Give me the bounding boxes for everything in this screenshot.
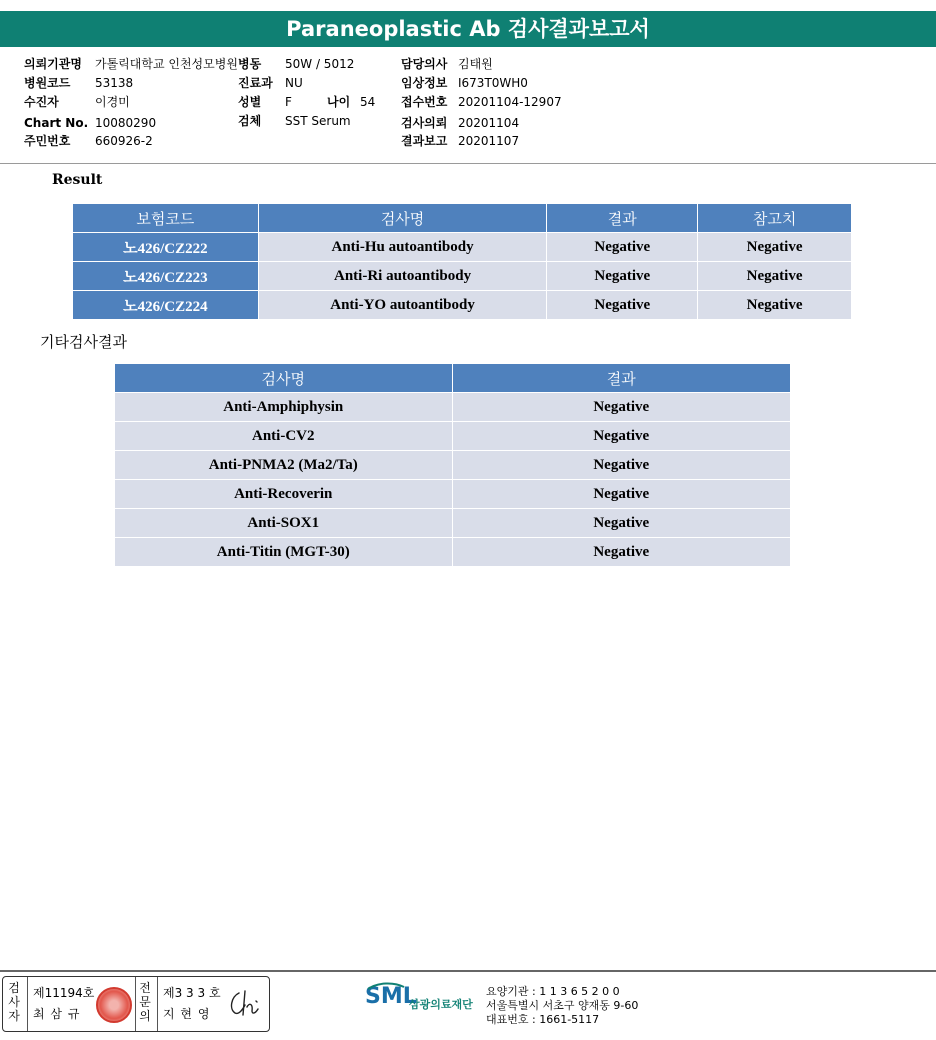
other-tests-table — [114, 363, 791, 567]
specialist-char: 의 — [139, 1009, 151, 1023]
footer-divider — [0, 970, 936, 972]
department-label: 진료과 — [238, 76, 273, 90]
specimen-label: 검체 — [238, 114, 262, 128]
ward-value: 50W / 5012 — [285, 57, 355, 71]
result-heading: Result — [52, 172, 103, 188]
test-result: Negative — [452, 538, 790, 567]
test-name: Anti-Recoverin — [115, 480, 453, 509]
insurance-code: 노426/CZ222 — [73, 233, 259, 262]
org-code: 요양기관 : 1 1 3 6 5 2 0 0 — [486, 985, 620, 998]
col-insurance-code: 보험코드 — [73, 204, 259, 233]
age-value: 54 — [360, 95, 376, 109]
request-value: 20201104 — [458, 116, 520, 130]
insurance-code: 노426/CZ223 — [73, 262, 259, 291]
col-result: 결과 — [452, 364, 790, 393]
id-value: 660926-2 — [95, 134, 153, 148]
test-name: Anti-SOX1 — [115, 509, 453, 538]
table-row — [115, 451, 791, 480]
institution-label: 의뢰기관명 — [24, 57, 82, 71]
examiner-number: 제11194호 — [33, 986, 95, 1000]
reference-value: Negative — [698, 262, 852, 291]
examiner-char: 자 — [8, 1009, 20, 1023]
patient-info — [0, 0, 936, 160]
table-row — [115, 480, 791, 509]
test-name: Anti-CV2 — [115, 422, 453, 451]
test-name: Anti-YO autoantibody — [258, 291, 547, 320]
examiner-vertical-label — [8, 981, 20, 1023]
org-phone: 대표번호 : 1661-5117 — [486, 1013, 600, 1026]
result-table — [72, 203, 852, 320]
specimen-value: SST Serum — [285, 114, 351, 128]
hospital-code-value: 53138 — [95, 76, 134, 90]
specialist-name: 지 현 영 — [163, 1007, 211, 1021]
header-divider — [0, 163, 936, 164]
test-result: Negative — [452, 509, 790, 538]
test-name: Anti-Amphiphysin — [115, 393, 453, 422]
test-result: Negative — [452, 393, 790, 422]
sex-label: 성별 — [238, 95, 262, 109]
col-test-name: 검사명 — [115, 364, 453, 393]
request-label: 검사의뢰 — [401, 116, 448, 130]
examiner-char: 검 — [8, 981, 20, 995]
specialist-number: 제3 3 3 호 — [163, 986, 221, 1000]
reference-value: Negative — [698, 233, 852, 262]
col-result: 결과 — [547, 204, 698, 233]
clinical-value: I673T0WH0 — [458, 76, 528, 90]
specialist-vertical-label — [139, 981, 151, 1023]
test-result: Negative — [547, 262, 698, 291]
institution-value: 가톨릭대학교 인천성모병원 — [95, 57, 238, 71]
doctor-label: 담당의사 — [401, 57, 448, 71]
signature-box — [2, 976, 270, 1032]
department-value: NU — [285, 76, 303, 90]
reference-value: Negative — [698, 291, 852, 320]
clinical-label: 임상정보 — [401, 76, 448, 90]
org-name: 삼광의료재단 — [409, 998, 473, 1011]
examiner-char: 사 — [8, 995, 20, 1009]
result-table-header — [73, 204, 852, 233]
table-row — [73, 291, 852, 320]
table-row — [73, 233, 852, 262]
receipt-value: 20201104-12907 — [458, 95, 562, 109]
report-label: 결과보고 — [401, 134, 448, 148]
report-value: 20201107 — [458, 134, 520, 148]
age-label: 나이 — [327, 95, 351, 109]
test-result: Negative — [547, 291, 698, 320]
chart-label: Chart No. — [24, 116, 89, 130]
doctor-value: 김태원 — [458, 57, 493, 71]
test-result: Negative — [452, 422, 790, 451]
patient-label: 수진자 — [24, 95, 59, 109]
divider — [135, 977, 136, 1031]
other-table-header — [115, 364, 791, 393]
col-reference: 참고치 — [698, 204, 852, 233]
id-label: 주민번호 — [24, 134, 71, 148]
test-name: Anti-PNMA2 (Ma2/Ta) — [115, 451, 453, 480]
divider — [157, 977, 158, 1031]
test-result: Negative — [547, 233, 698, 262]
test-result: Negative — [452, 480, 790, 509]
hospital-code-label: 병원코드 — [24, 76, 71, 90]
test-name: Anti-Ri autoantibody — [258, 262, 547, 291]
specialist-char: 전 — [139, 981, 151, 995]
sml-logo: SML — [365, 984, 417, 1009]
specialist-char: 문 — [139, 995, 151, 1009]
test-name: Anti-Hu autoantibody — [258, 233, 547, 262]
examiner-name: 최 삼 규 — [33, 1007, 81, 1021]
logo-swoosh-icon — [366, 982, 406, 990]
receipt-label: 접수번호 — [401, 95, 448, 109]
other-tests-heading: 기타검사결과 — [40, 333, 127, 351]
ward-label: 병동 — [238, 57, 262, 71]
test-name: Anti-Titin (MGT-30) — [115, 538, 453, 567]
table-row — [73, 262, 852, 291]
patient-value: 이경미 — [95, 95, 130, 109]
report-title: Paraneoplastic Ab 검사결과보고서 — [0, 11, 936, 47]
divider — [27, 977, 28, 1031]
col-test-name: 검사명 — [258, 204, 547, 233]
signature-icon — [225, 987, 263, 1021]
chart-value: 10080290 — [95, 116, 157, 130]
insurance-code: 노426/CZ224 — [73, 291, 259, 320]
table-row — [115, 538, 791, 567]
sex-value: F — [285, 95, 292, 109]
table-row — [115, 422, 791, 451]
test-result: Negative — [452, 451, 790, 480]
org-address: 서울특별시 서초구 양재동 9-60 — [486, 999, 639, 1012]
table-row — [115, 509, 791, 538]
table-row — [115, 393, 791, 422]
seal-stamp-icon — [96, 987, 132, 1023]
